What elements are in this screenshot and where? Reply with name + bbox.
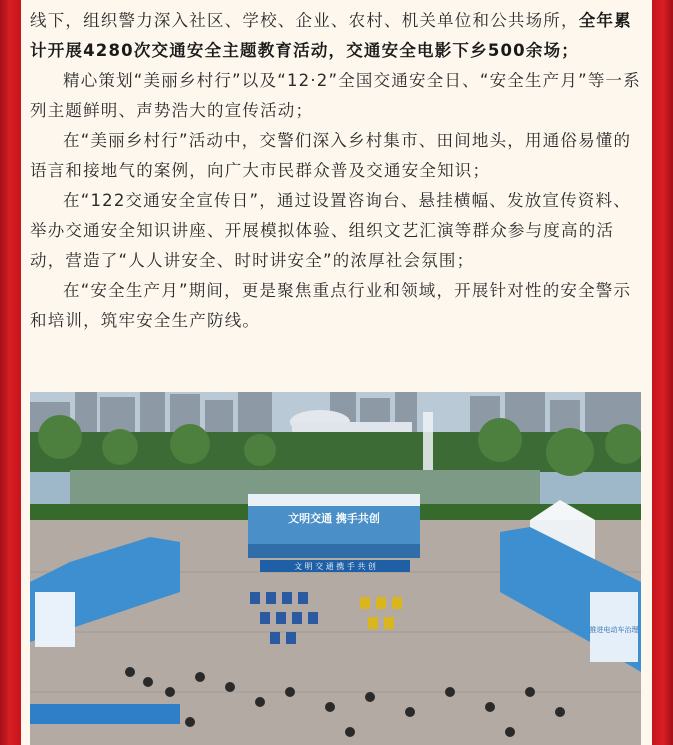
paragraph-3: 在“美丽乡村行”活动中，交警们深入乡村集市、田间地头，用通俗易懂的语言和接地气的案例，向广大市民群众普及交通安全知识； <box>30 131 632 180</box>
stage-banner-text: 文明交通 携手共创 <box>288 512 380 525</box>
article-body <box>30 6 641 336</box>
paragraph-4: 在“122交通安全宣传日”，通过设置咨询台、悬挂横幅、发放宣传资料、举办交通安全知识讲座、开展模拟体验、组织文艺汇演等群众参与度高的活动，营造了“人人讲安全、时时讲安全”的浓厚社会氛围； <box>30 191 631 270</box>
plaza-event-illustration <box>30 392 641 745</box>
paragraph-1-lead: 线下，组织警力深入社区、学校、企业、农村、机关单位和公共场所， <box>30 11 579 30</box>
front-banner-text: 文 明 交 通 携 手 共 创 <box>294 562 376 571</box>
paragraph-1 <box>30 6 641 66</box>
paragraph-1-highlight: 全年累计开展4280次交通安全主题教育活动，交通安全电影下乡500余场； <box>30 11 632 60</box>
booth-sign-text: 推进电动车治理 <box>589 626 639 634</box>
event-photo <box>30 392 641 745</box>
paragraph-2: 精心策划“美丽乡村行”以及“12·2”全国交通安全日、“安全生产月”等一系列主题鲜明、声势浩大的宣传活动； <box>30 71 641 120</box>
paragraph-5: 在“安全生产月”期间，更是聚焦重点行业和领域，开展针对性的安全警示和培训，筑牢安全生产防线。 <box>30 281 632 330</box>
